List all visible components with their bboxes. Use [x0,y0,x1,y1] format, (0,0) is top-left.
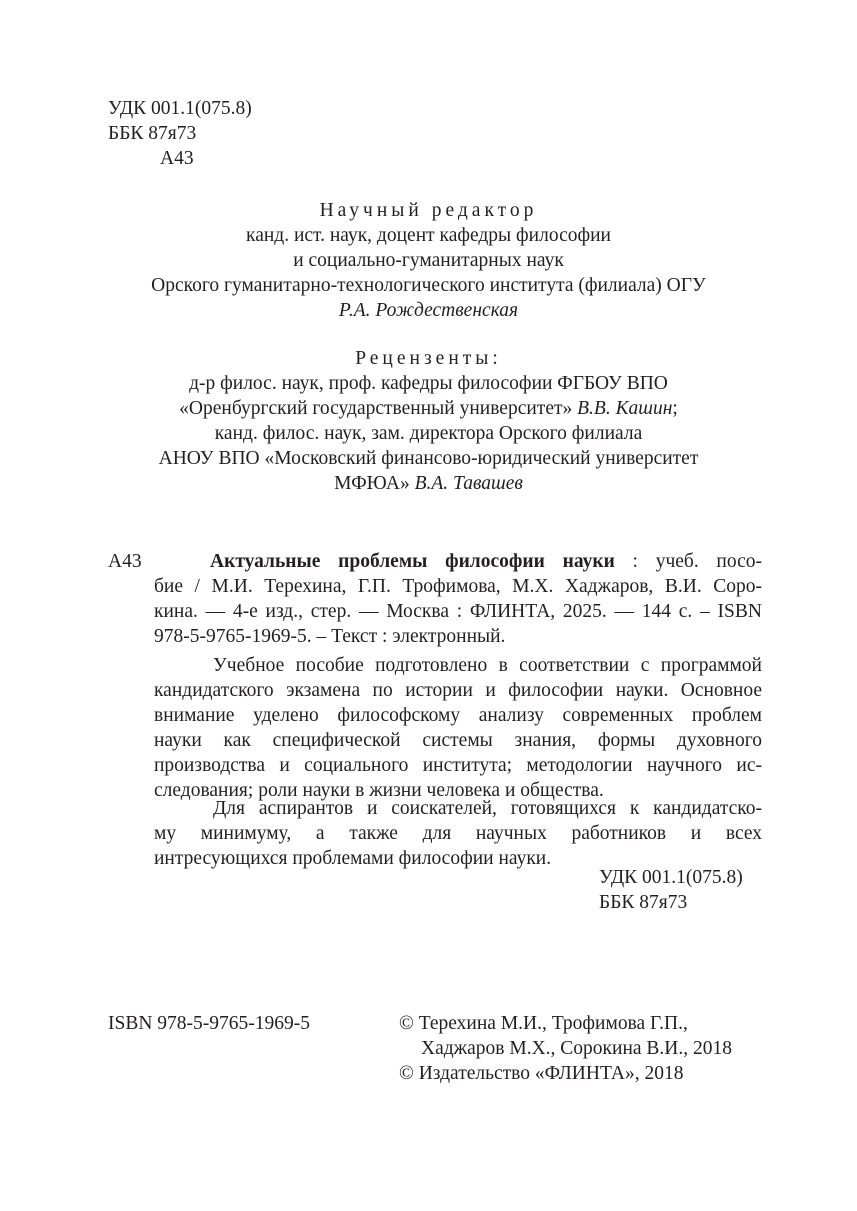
book-title: Актуальные проблемы философии науки [210,551,615,572]
abstract-line: Учебное пособие подготовлено в соответствии с программой [213,655,762,676]
reviewer-line: д-р филос. наук, проф. кафедры философии ФГБОУ ВПО [189,373,668,394]
copyright-authors-cont: Хаджаров М.Х., Сорокина В.И., 2018 [421,1038,733,1059]
bib-line: 978-5-9765-1969-5. – Текст : электронный. [154,626,506,647]
reviewer-affiliation: МФЮА» [334,473,410,494]
abstract-line: внимание уделено философскому анализу современных проблем [154,705,762,726]
abstract-line: производства и социального института; методологии научного ис- [154,755,762,776]
editor-name: Р.А. Рождественская [338,300,519,321]
copyright-authors: © Терехина М.И., Трофимова Г.П., [399,1013,688,1034]
reviewer-name: В.А. Тавашев [414,473,523,494]
editor-heading: Научный редактор [319,200,538,221]
separator: ; [672,398,678,419]
udk-code: УДК 001.1(075.8) [108,98,252,119]
bib-line-rest: : учеб. посо- [632,551,763,572]
reviewer-line [0,397,857,421]
reviewer-line [0,472,857,496]
abstract-line: следования; роли науки в жизни человека и общества. [154,780,604,801]
reviewer-line: АНОУ ВПО «Московский финансово-юридический университет [158,448,699,469]
isbn: ISBN 978-5-9765-1969-5 [108,1013,311,1034]
bib-line: кина. — 4-е изд., стер. — Москва : ФЛИНТА, 2025. — 144 с. – ISBN [154,601,762,622]
editor-line: Орского гуманитарно-технологического института (филиала) ОГУ [151,275,706,296]
abstract-line: кандидатского экзамена по истории и философии науки. Основное [154,680,762,701]
editor-line: канд. ист. наук, доцент кафедры философии [246,225,611,246]
copyright-publisher: © Издательство «ФЛИНТА», 2018 [399,1063,684,1084]
abstract-udk: УДК 001.1(075.8) [599,867,743,888]
reviewer-name: В.В. Кашин [577,398,673,419]
abstract-line: му минимуму, а также для научных работников и всех [154,823,762,844]
reviewer-line: канд. филос. наук, зам. директора Орского филиала [214,423,643,444]
editor-line: и социально-гуманитарных наук [293,250,564,271]
bib-title-line [210,550,762,574]
abstract-line: интресующихся проблемами философии науки. [154,848,552,869]
abstract-line: науки как специфической системы знания, формы духовного [154,730,762,751]
bib-line: бие / М.И. Терехина, Г.П. Трофимова, М.Х. Хаджаров, В.И. Соро- [154,576,762,597]
abstract-bbk: ББК 87я73 [599,892,688,913]
bbk-code: ББК 87я73 [108,123,197,144]
reviewer-affiliation: «Оренбургский государственный университет» [179,398,573,419]
abstract-line: Для аспирантов и соискателей, готовящихся к кандидатско- [213,798,762,819]
author-sign: А43 [160,148,194,169]
bib-code: А43 [108,551,142,572]
reviewers-heading: Рецензенты: [355,348,502,369]
